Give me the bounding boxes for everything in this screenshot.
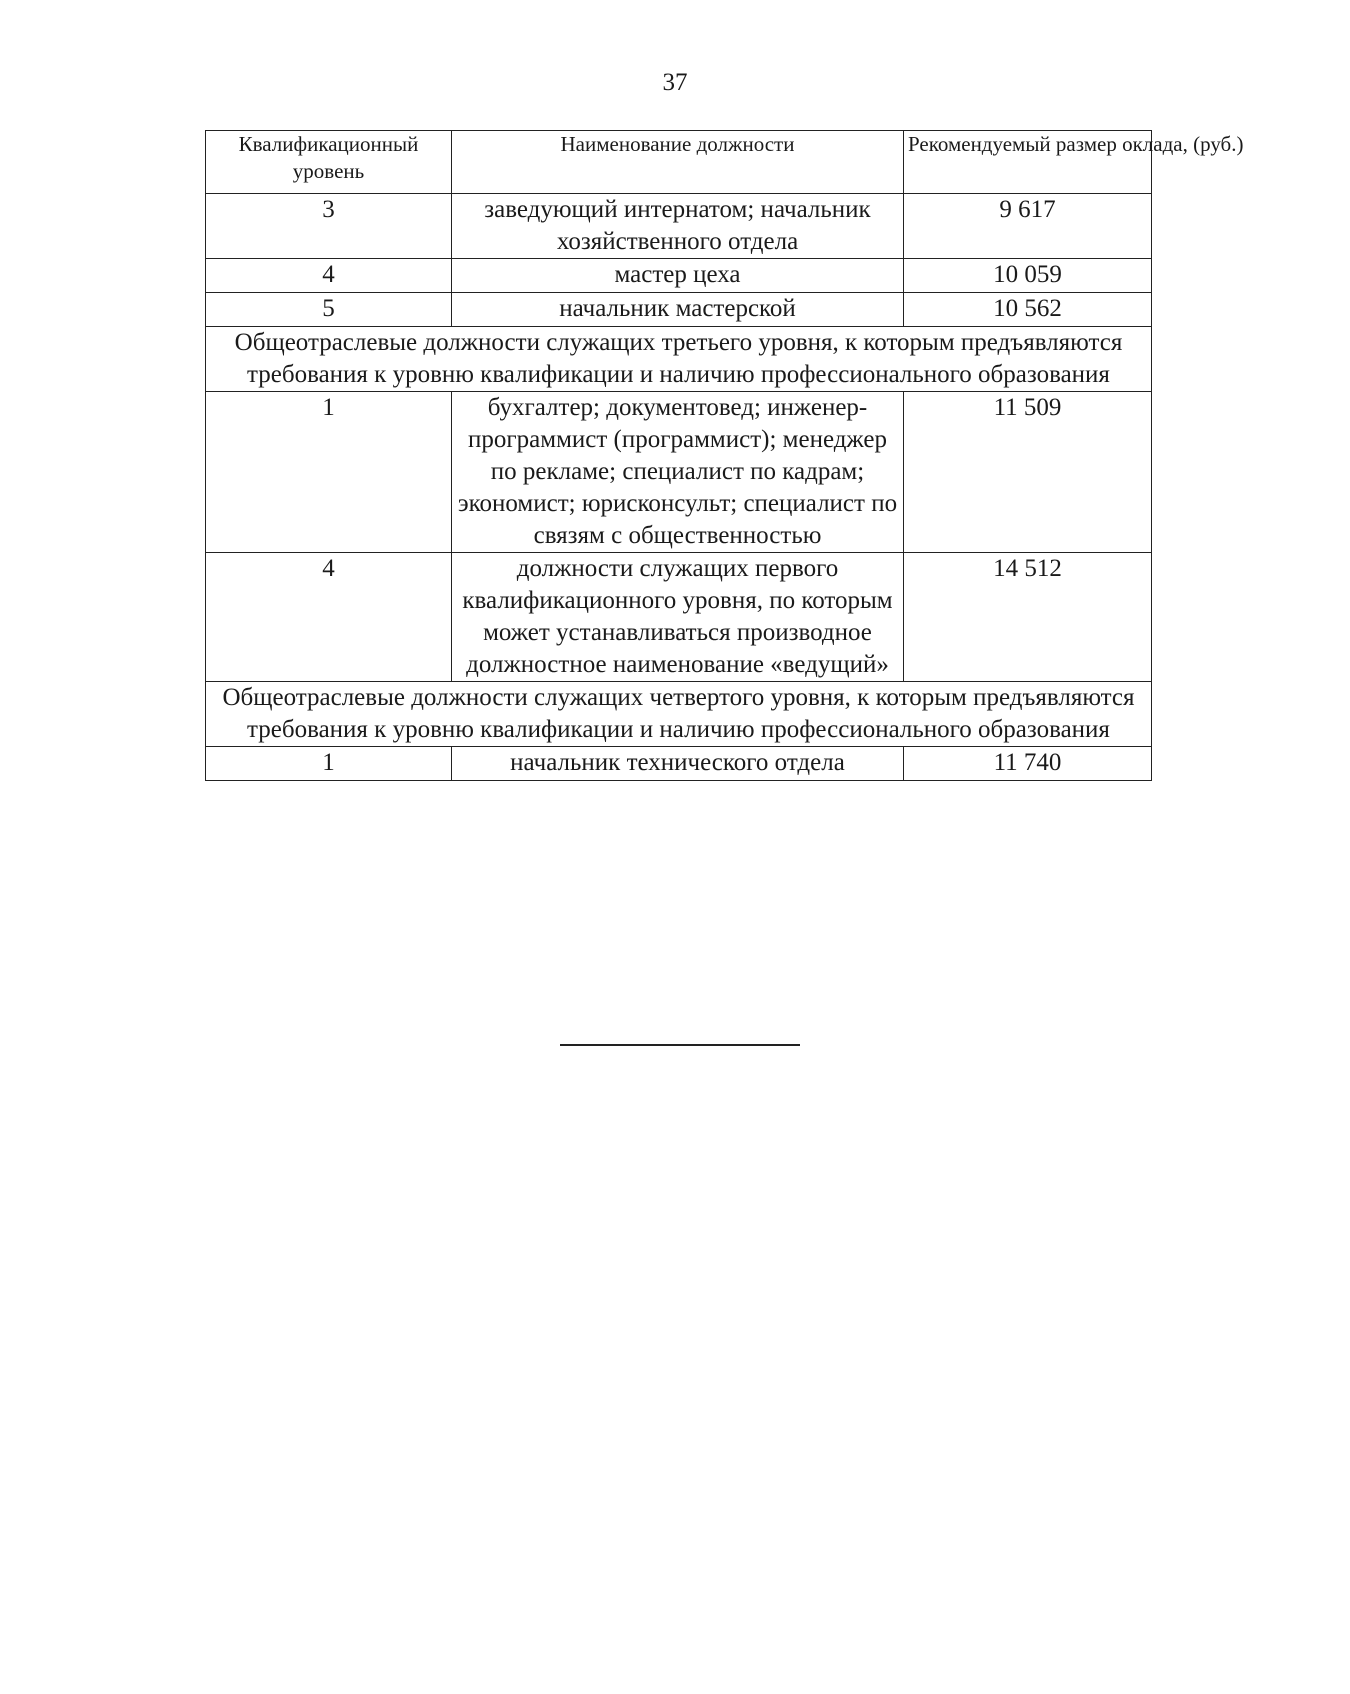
section-heading-third-level: Общеотраслевые должности служащих третьего уровня, к которым предъявляются требования к уровню квалификации и наличию профессионального образования [206, 327, 1152, 392]
salary-cell: 11 740 [904, 747, 1152, 781]
level-cell: 5 [206, 293, 452, 327]
position-cell: заведующий интернатом; начальник хозяйственного отдела [452, 194, 904, 259]
closing-rule [560, 1044, 800, 1046]
salary-cell: 9 617 [904, 194, 1152, 259]
salary-cell: 11 509 [904, 392, 1152, 553]
level-cell: 4 [206, 553, 452, 682]
position-cell: начальник мастерской [452, 293, 904, 327]
level-cell: 3 [206, 194, 452, 259]
table-row [206, 293, 1152, 327]
position-cell: должности служащих первого квалификационного уровня, по которым может устанавливаться производное должностное наименование «ведущий» [452, 553, 904, 682]
table-row [206, 553, 1152, 682]
level-cell: 4 [206, 259, 452, 293]
position-cell: начальник технического отдела [452, 747, 904, 781]
level-cell: 1 [206, 747, 452, 781]
salary-cell: 14 512 [904, 553, 1152, 682]
table-header-row [206, 131, 1152, 194]
position-cell: бухгалтер; документовед; инженер-программист (программист); менеджер по рекламе; специалист по кадрам; экономист; юрисконсульт; специалист по связям с общественностью [452, 392, 904, 553]
header-salary: Рекомендуемый размер оклада, (руб.) [904, 131, 1152, 194]
table-row [206, 194, 1152, 259]
header-level: Квалификационный уровень [206, 131, 452, 194]
section-heading-fourth-level: Общеотраслевые должности служащих четвертого уровня, к которым предъявляются требования к уровню квалификации и наличию профессионального образования [206, 682, 1152, 747]
page-number: 37 [662, 69, 688, 96]
level-cell: 1 [206, 392, 452, 553]
table-row [206, 747, 1152, 781]
position-cell: мастер цеха [452, 259, 904, 293]
table-row [206, 392, 1152, 553]
table-row [206, 259, 1152, 293]
salary-cell: 10 562 [904, 293, 1152, 327]
header-position: Наименование должности [452, 131, 904, 194]
section-heading-row [206, 682, 1152, 747]
section-heading-row [206, 327, 1152, 392]
salary-table [205, 130, 1244, 781]
salary-cell: 10 059 [904, 259, 1152, 293]
